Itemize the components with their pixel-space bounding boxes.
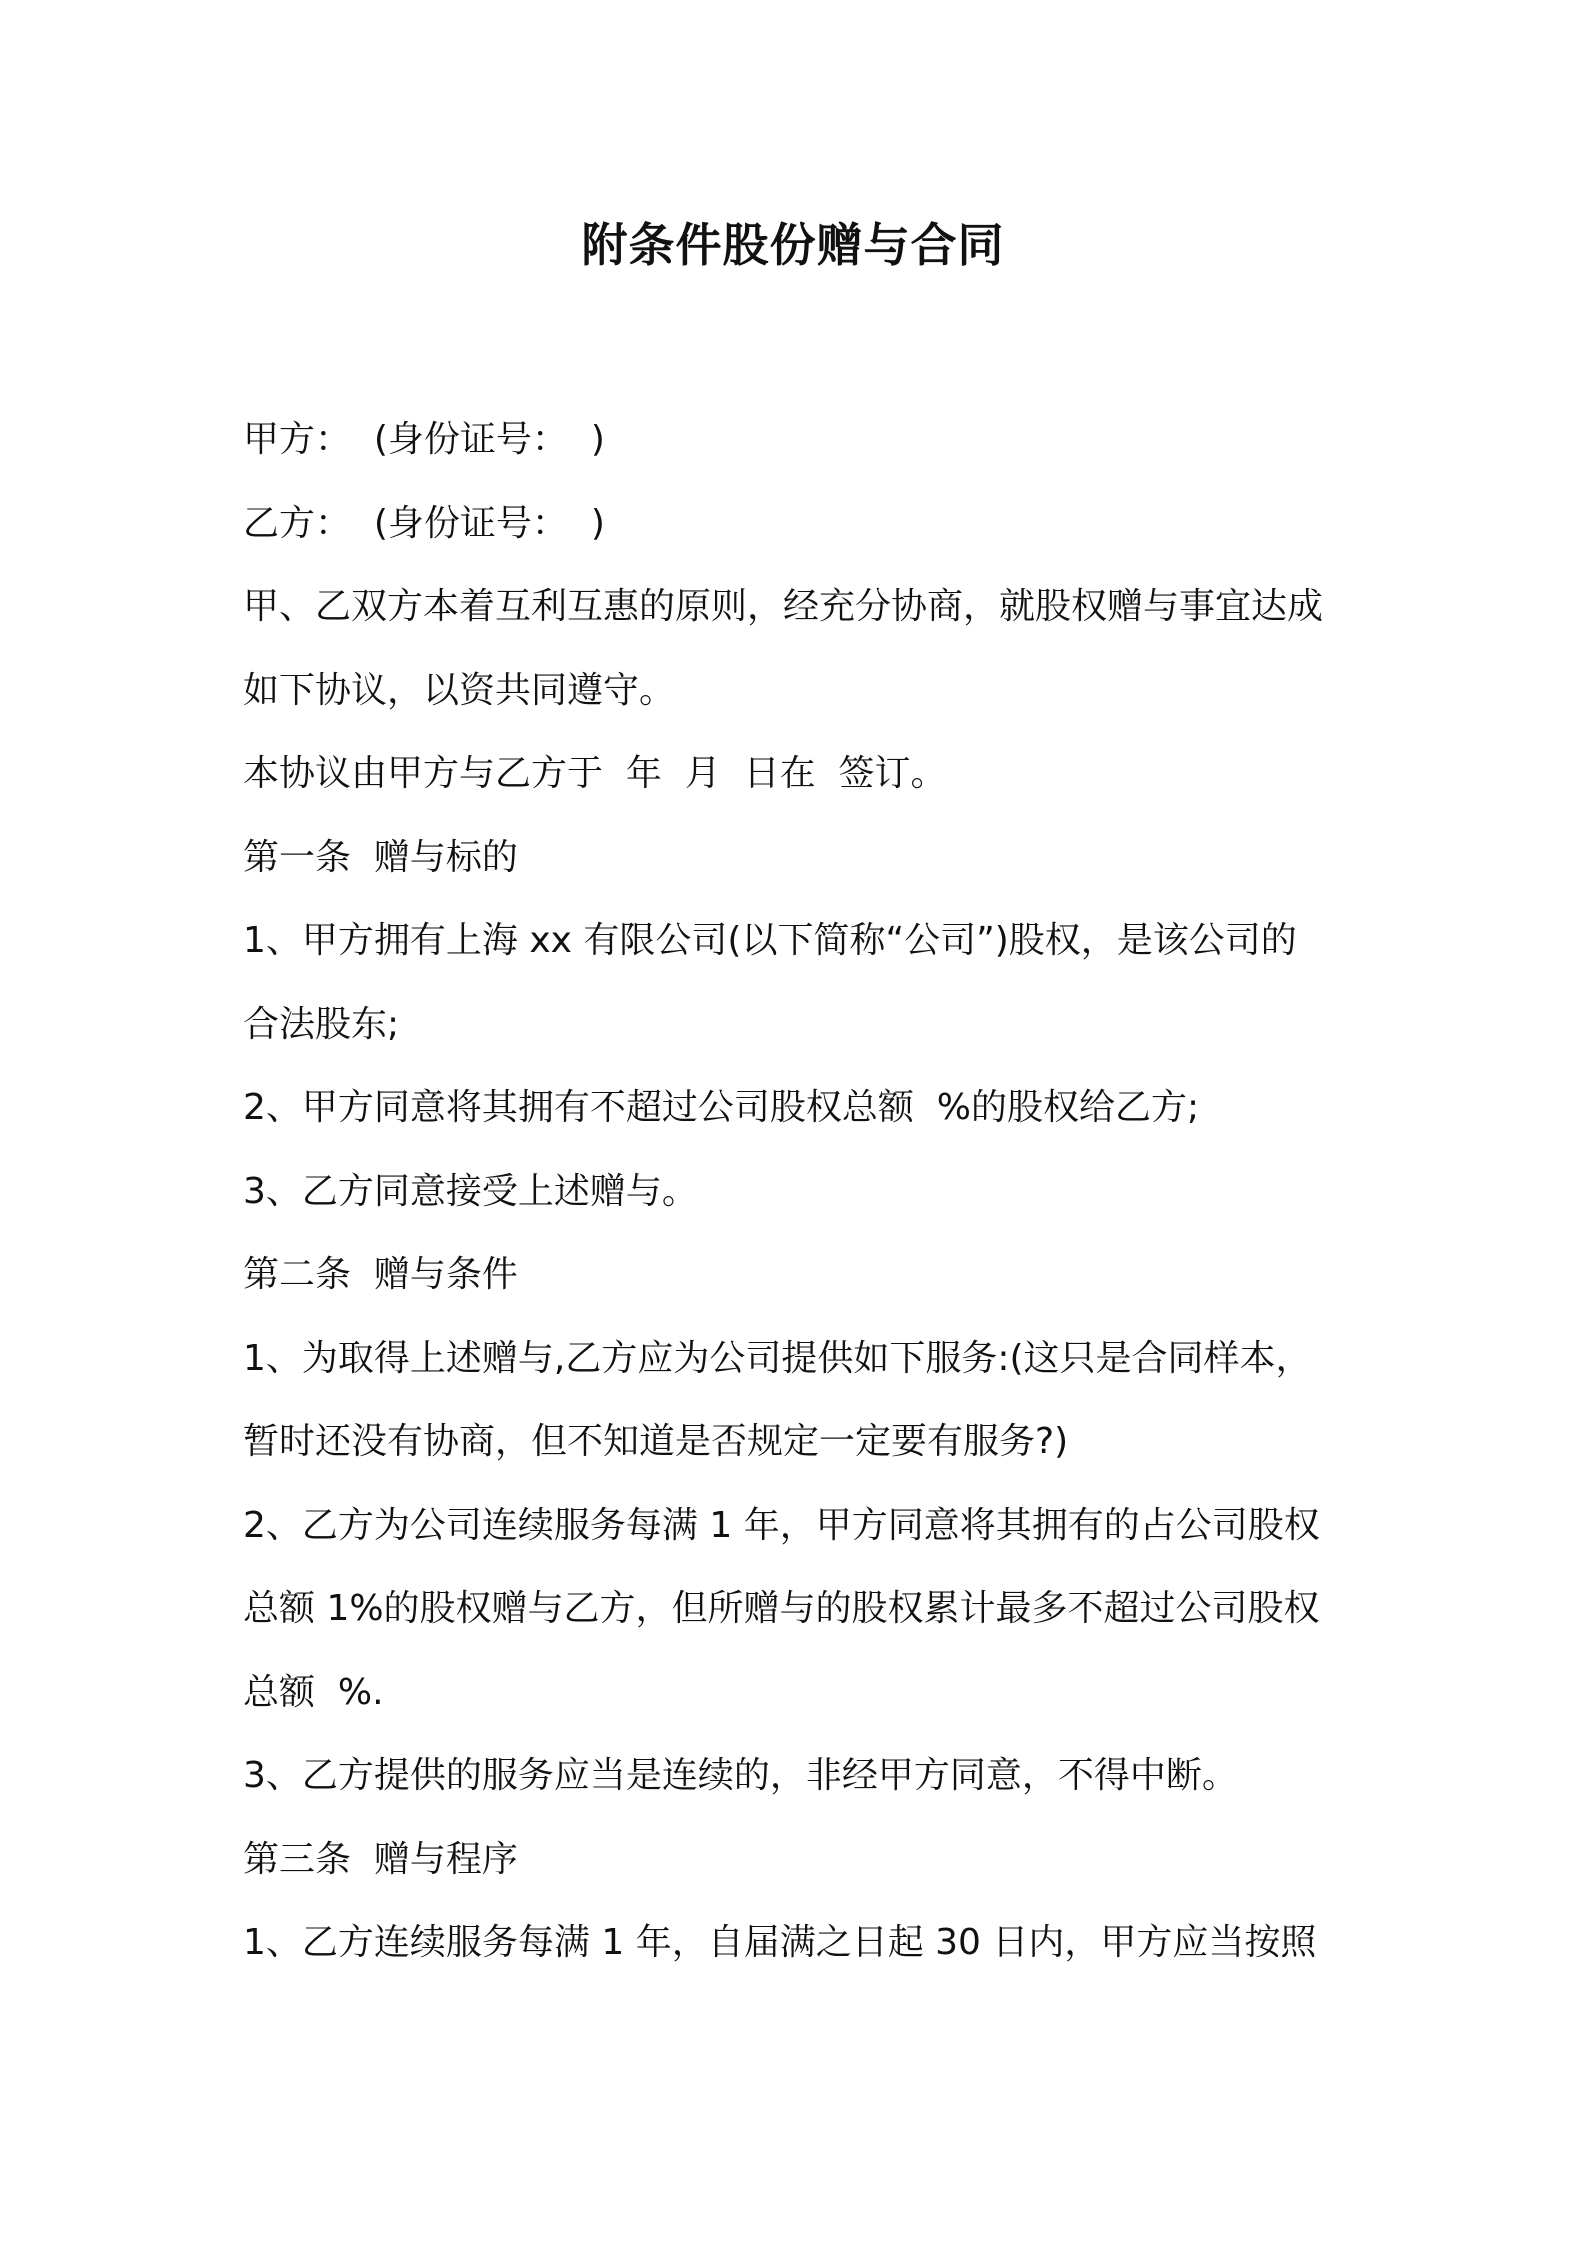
paragraph-line: 总额 %. — [243, 1671, 384, 1713]
document-title: 附条件股份赠与合同 — [581, 218, 1005, 272]
paragraph-line: 总额 1%的股权赠与乙方，但所赠与的股权累计最多不超过公司股权 — [243, 1588, 1320, 1629]
paragraph-line: 1、甲方拥有上海 xx 有限公司(以下简称“公司”)股权，是该公司的 — [243, 920, 1297, 961]
party-a-line: 甲方： (身份证号： ) — [243, 419, 605, 460]
document-body — [243, 398, 1363, 1985]
party-b-line: 乙方： (身份证号： ) — [243, 502, 605, 544]
article-heading: 第二条 赠与条件 — [243, 1254, 518, 1295]
paragraph-line: 本协议由甲方与乙方于 年 月 日在 签订。 — [243, 753, 947, 794]
paragraph-line: 暂时还没有协商，但不知道是否规定一定要有服务?) — [243, 1421, 1069, 1462]
article-heading: 第三条 赠与程序 — [243, 1838, 518, 1880]
paragraph-line: 如下协议，以资共同遵守。 — [243, 669, 676, 711]
paragraph-line: 1、乙方连续服务每满 1 年，自届满之日起 30 日内，甲方应当按照 — [243, 1922, 1317, 1963]
paragraph-line: 3、乙方提供的服务应当是连续的，非经甲方同意，不得中断。 — [243, 1755, 1238, 1796]
paragraph-line: 1、为取得上述赠与,乙方应为公司提供如下服务:(这只是合同样本， — [243, 1337, 1312, 1379]
paragraph-line: 合法股东; — [243, 1003, 400, 1045]
article-heading: 第一条 赠与标的 — [243, 836, 518, 878]
paragraph-line: 3、乙方同意接受上述赠与。 — [243, 1170, 698, 1212]
paragraph-line: 2、甲方同意将其拥有不超过公司股权总额 %的股权给乙方; — [243, 1087, 1200, 1128]
paragraph-line: 2、乙方为公司连续服务每满 1 年，甲方同意将其拥有的占公司股权 — [243, 1504, 1320, 1546]
paragraph-line: 甲、乙双方本着互利互惠的原则，经充分协商，就股权赠与事宜达成 — [243, 586, 1324, 627]
